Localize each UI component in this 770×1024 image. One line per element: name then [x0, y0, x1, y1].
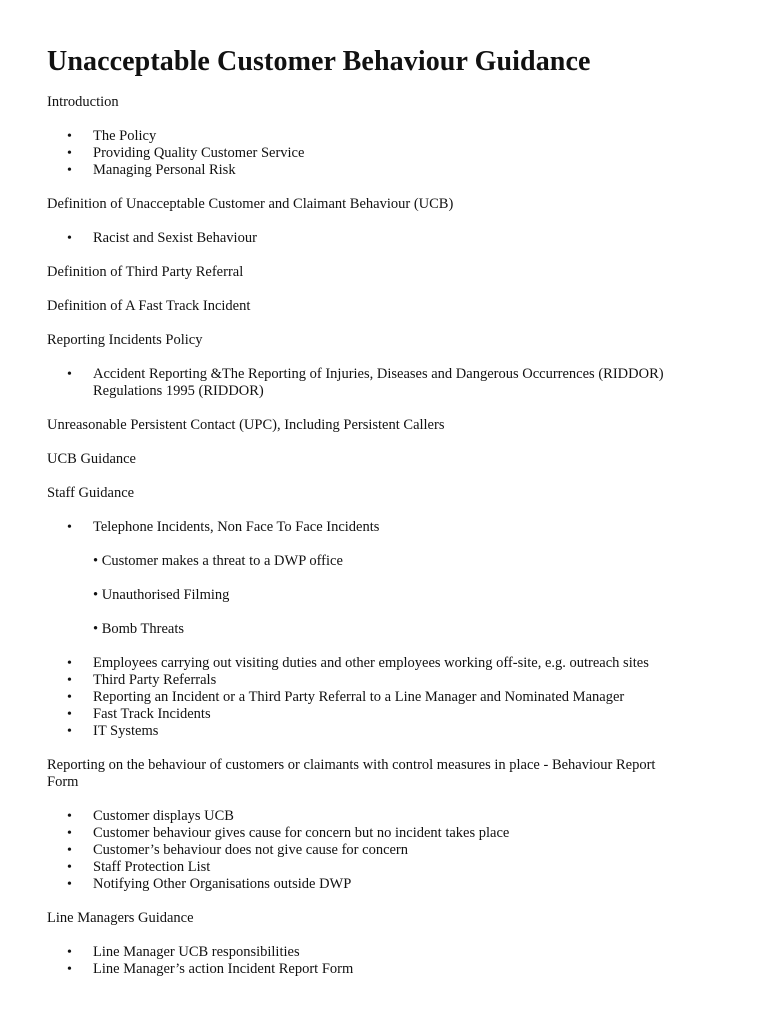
- list-item: • Providing Quality Customer Service: [67, 145, 305, 161]
- section-heading-reporting-policy: Reporting Incidents Policy: [47, 332, 203, 348]
- bullet-icon: •: [67, 843, 72, 858]
- reporting-policy-list: [47, 366, 727, 400]
- list-item: • Fast Track Incidents: [67, 706, 211, 722]
- line-managers-list: [47, 944, 727, 978]
- list-item: • Line Manager UCB responsibilities: [67, 944, 300, 960]
- section-heading-ucb-guidance: UCB Guidance: [47, 451, 136, 467]
- list-item: • Telephone Incidents, Non Face To Face Incidents: [67, 519, 380, 535]
- list-item: • IT Systems: [67, 723, 159, 739]
- definition-ucb-list: [47, 230, 727, 247]
- list-item: • The Policy: [67, 128, 157, 144]
- section-heading-staff-guidance: Staff Guidance: [47, 485, 135, 501]
- section-heading-line-managers: Line Managers Guidance: [47, 910, 194, 926]
- bullet-icon: •: [67, 520, 72, 535]
- bullet-icon: •: [67, 231, 72, 246]
- behaviour-report-list: [47, 808, 727, 893]
- section-heading-behaviour-report: Reporting on the behaviour of customers or claimants with control measures in place - Behaviour Report Form: [47, 757, 656, 790]
- list-item: • Third Party Referrals: [67, 672, 217, 688]
- section-heading-introduction: Introduction: [47, 94, 119, 110]
- section-heading-third-party: Definition of Third Party Referral: [47, 264, 244, 280]
- list-item: • Notifying Other Organisations outside DWP: [67, 876, 352, 892]
- staff-guidance-list-continued: [47, 655, 727, 740]
- bullet-icon: •: [67, 809, 72, 824]
- bullet-icon: •: [67, 367, 72, 382]
- bullet-icon: •: [67, 129, 72, 144]
- list-item: • Staff Protection List: [67, 859, 211, 875]
- staff-guidance-list: [47, 519, 727, 536]
- bullet-icon: •: [67, 724, 72, 739]
- intro-list: [47, 128, 727, 179]
- bullet-icon: •: [67, 945, 72, 960]
- section-heading-upc: Unreasonable Persistent Contact (UPC), Including Persistent Callers: [47, 417, 445, 433]
- list-item: • Managing Personal Risk: [67, 162, 236, 178]
- bullet-icon: •: [67, 163, 72, 178]
- list-item: • Reporting an Incident or a Third Party Referral to a Line Manager and Nominated Manager: [67, 689, 625, 705]
- list-item: • Customer’s behaviour does not give cause for concern: [67, 842, 409, 858]
- document-page: [47, 44, 727, 978]
- bullet-icon: •: [67, 690, 72, 705]
- bullet-icon: •: [67, 707, 72, 722]
- sub-item: • Unauthorised Filming: [93, 587, 230, 603]
- bullet-icon: •: [67, 962, 72, 977]
- list-item: • Racist and Sexist Behaviour: [67, 230, 257, 246]
- bullet-icon: •: [67, 877, 72, 892]
- bullet-icon: •: [67, 656, 72, 671]
- sub-item: • Bomb Threats: [93, 621, 184, 637]
- list-item: • Employees carrying out visiting duties and other employees working off-site, e.g. outreach sites: [67, 655, 649, 671]
- list-item: • Line Manager’s action Incident Report Form: [67, 961, 354, 977]
- bullet-icon: •: [67, 826, 72, 841]
- bullet-icon: •: [67, 673, 72, 688]
- bullet-icon: •: [67, 146, 72, 161]
- list-item: • Customer behaviour gives cause for concern but no incident takes place: [67, 825, 510, 841]
- document-title: Unacceptable Customer Behaviour Guidance: [47, 46, 591, 77]
- list-item: • Customer displays UCB: [67, 808, 234, 824]
- list-item: • Accident Reporting &The Reporting of Injuries, Diseases and Dangerous Occurrences (RIDDOR) Regulations 1995 (RIDDOR): [67, 366, 664, 399]
- section-heading-definition-ucb: Definition of Unacceptable Customer and Claimant Behaviour (UCB): [47, 196, 454, 212]
- sub-item: • Customer makes a threat to a DWP office: [93, 553, 343, 569]
- section-heading-fast-track: Definition of A Fast Track Incident: [47, 298, 251, 314]
- bullet-icon: •: [67, 860, 72, 875]
